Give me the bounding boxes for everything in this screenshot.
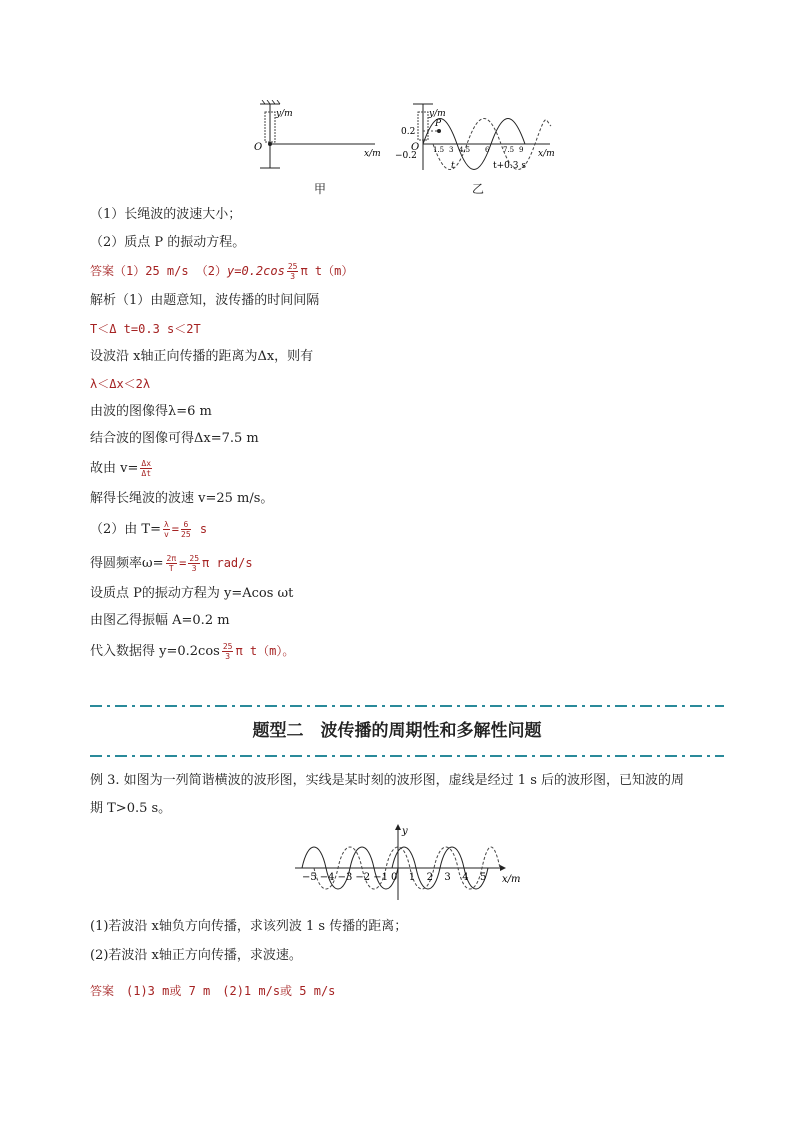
- fraction-v: $\frac{\Delta x}{\Delta t}$: [141, 459, 152, 478]
- wave-tick-label: 0: [391, 872, 398, 883]
- yi-t-label: t: [451, 161, 455, 171]
- solution-line-4: λ＜Δx＜2λ: [90, 377, 151, 391]
- wave-x-label: x/m: [502, 874, 521, 885]
- caption-yi: 乙: [472, 182, 485, 196]
- solution-line-10: 得圆频率ω= $\frac{2\pi}{T}$ = $\frac{25}{3}$ π rad/s: [90, 554, 253, 573]
- yi-y-label: y/m: [429, 109, 446, 119]
- solution-line-6: 结合波的图像可得Δx=7.5 m: [90, 431, 259, 446]
- example-line-1: 例 3. 如图为一列简谐横波的波形图，实线是某时刻的波形图，虚线是经过 1 s 后的波形图，已知波的周: [90, 773, 685, 788]
- wave-tick-label: −4: [319, 872, 335, 883]
- solution-line-12: 由图乙得振幅 A=0.2 m: [90, 613, 230, 628]
- answer-prefix: 答案（1）25 m/s （2）: [90, 264, 228, 278]
- answer-fraction: $\frac{25}{3}$: [287, 262, 298, 281]
- yi-tick-1: 1.5: [433, 146, 445, 154]
- solution-line-2: T＜Δ t=0.3 s＜2T: [90, 322, 201, 336]
- wave-tick-label: −5: [302, 872, 317, 883]
- solution-line-5: 由波的图像得λ=6 m: [90, 404, 212, 419]
- example-line-2: 期 T>0.5 s。: [90, 801, 172, 816]
- section-divider-bottom: [90, 754, 724, 758]
- section-title: 题型二 波传播的周期性和多解性问题: [252, 721, 542, 741]
- solution-line-7: 故由 v= $\frac{\Delta x}{\Delta t}$: [90, 459, 152, 478]
- yi-point-p: P: [435, 119, 442, 129]
- fraction-t1: $\frac{\lambda}{v}$: [163, 520, 169, 539]
- wave-y-label: y: [402, 826, 408, 837]
- yi-pos-label: 0.2: [401, 127, 416, 137]
- jia-origin: O: [254, 142, 263, 153]
- yi-tick-4: 6: [485, 146, 490, 154]
- jia-x-label: x/m: [364, 149, 381, 159]
- wave-tick-label: 2: [426, 872, 433, 883]
- answer-line: [90, 262, 353, 281]
- yi-tick-5: 7.5: [503, 146, 515, 154]
- example-answer: 答案 (1)3 m或 7 m (2)1 m/s或 5 m/s: [90, 984, 336, 998]
- solution-line-9: （2）由 T= $\frac{\lambda}{v}$ = $\frac{6}{25}$ s: [90, 520, 208, 539]
- fraction-w1: $\frac{2\pi}{T}$: [166, 554, 177, 573]
- answer-eq: y=0.2cos: [227, 264, 285, 278]
- wave-tick-label: 5: [480, 872, 487, 883]
- solution-line-13: 代入数据得 y=0.2cos $\frac{25}{3}$ π t（m）。: [90, 642, 295, 661]
- yi-neg-label: −0.2: [395, 151, 417, 161]
- wave-tick-label: 1: [408, 872, 416, 883]
- fraction-t2: $\frac{6}{25}$: [181, 520, 191, 539]
- wave-tick-label: −3: [337, 872, 353, 883]
- question-2: （2）质点 P 的振动方程。: [90, 235, 246, 250]
- yi-tick-2: 3: [449, 146, 454, 154]
- wave-tick-label: 4: [462, 872, 469, 883]
- yi-tick-3: 4.5: [459, 146, 471, 154]
- solution-line-3: 设波沿 x轴正向传播的距离为Δx，则有: [90, 349, 314, 364]
- fraction-final: $\frac{25}{3}$: [222, 642, 233, 661]
- solution-line-8: 解得长绳波的波速 v=25 m/s。: [90, 491, 274, 506]
- wave-tick-label: 3: [444, 872, 451, 883]
- question-1: （1）长绳波的波速大小；: [90, 207, 242, 222]
- wave-tick-label: −2: [355, 872, 371, 883]
- yi-x-label: x/m: [538, 149, 555, 159]
- caption-jia: 甲: [314, 182, 327, 196]
- jia-y-label: y/m: [276, 109, 293, 119]
- example-question-2: (2)若波沿 x轴正方向传播，求波速。: [90, 948, 302, 963]
- section-divider-top: [90, 704, 724, 708]
- answer-suffix: π t（m）: [300, 264, 354, 278]
- yi-tick-6: 9: [519, 146, 524, 154]
- yi-origin: O: [411, 142, 420, 153]
- wave-tick-label: −1: [373, 872, 388, 883]
- example-question-1: (1)若波沿 x轴负方向传播，求该列波 1 s 传播的距离；: [90, 919, 408, 934]
- yi-t2-label: t+0.3 s: [493, 161, 526, 171]
- solution-line-11: 设质点 P的振动方程为 y=Acos ωt: [90, 586, 294, 601]
- wave-figure: [290, 820, 530, 904]
- fraction-w2: $\frac{25}{3}$: [189, 554, 200, 573]
- solution-line-1: 解析（1）由题意知，波传播的时间间隔: [90, 293, 320, 308]
